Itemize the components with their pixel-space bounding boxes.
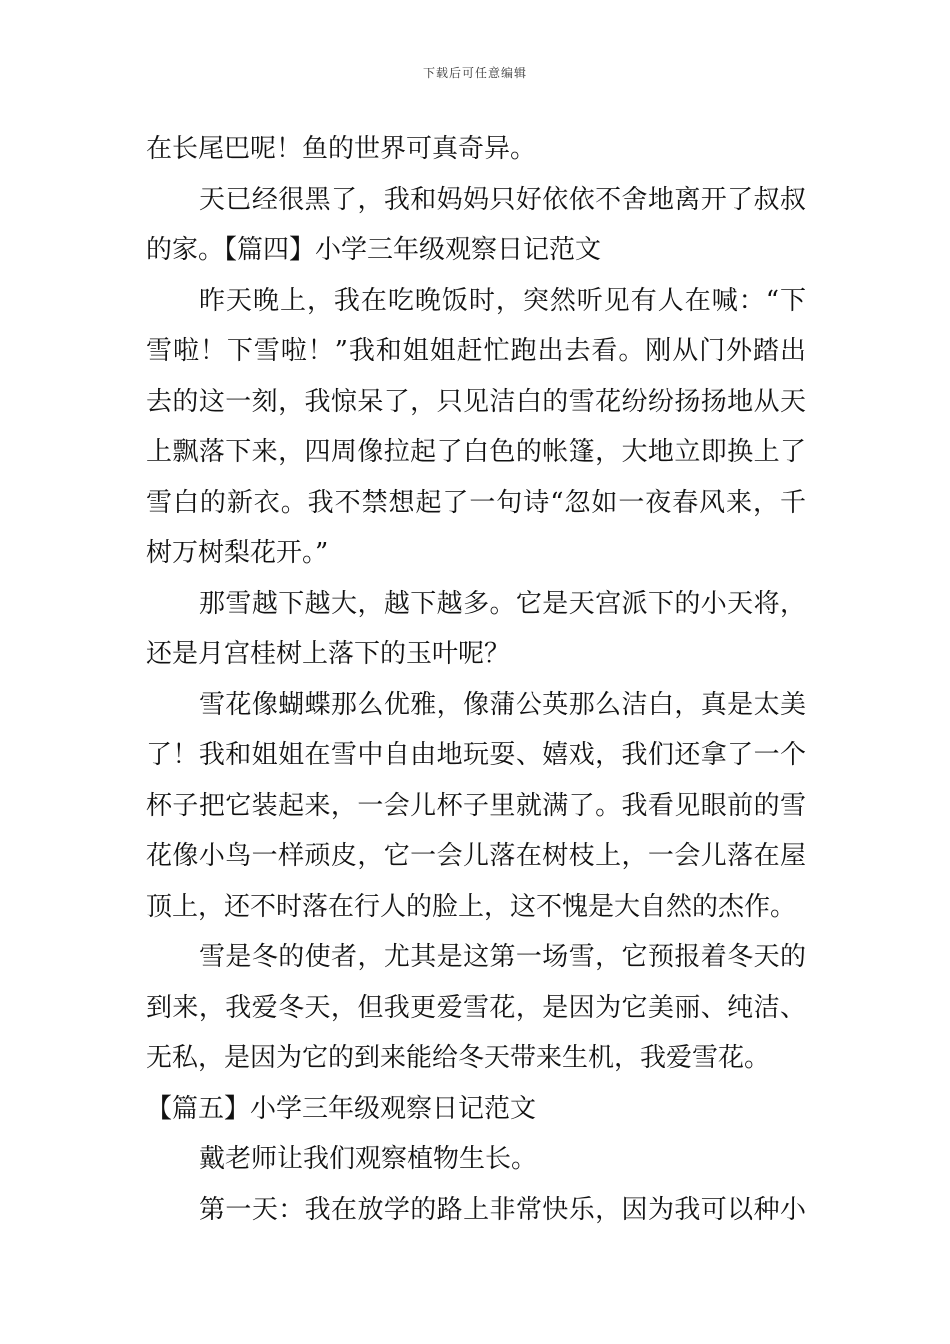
text-line: 在长尾巴呢！鱼的世界可真奇异。 xyxy=(146,134,537,164)
text-line: 了！我和姐姐在雪中自由地玩耍、嬉戏，我们还拿了一个 xyxy=(146,740,806,770)
text-line: 杯子把它装起来，一会儿杯子里就满了。我看见眼前的雪 xyxy=(146,790,806,821)
text-line: 雪啦！下雪啦！”我和姐姐赶忙跑出去看。刚从门外踏出 xyxy=(146,336,806,366)
text-line: 树万树梨花开。” xyxy=(146,538,329,568)
text-line: 雪花像蝴蝶那么优雅，像蒲公英那么洁白，真是太美 xyxy=(199,689,806,720)
text-line: 顶上，还不时落在行人的脸上，这不愧是大自然的杰作。 xyxy=(146,891,797,922)
text-line: 花像小鸟一样顽皮，它一会儿落在树枝上，一会儿落在屋 xyxy=(146,841,806,871)
text-line: 第一天：我在放学的路上非常快乐，因为我可以种小 xyxy=(199,1194,806,1225)
text-line: 到来，我爱冬天，但我更爱雪花，是因为它美丽、纯洁、 xyxy=(146,992,806,1023)
text-line: 昨天晚上，我在吃晚饭时，突然听见有人在喊：“下 xyxy=(199,285,806,316)
text-line: 雪是冬的使者，尤其是这第一场雪，它预报着冬天的 xyxy=(199,942,806,972)
page-header: 下载后可任意编辑 xyxy=(422,66,527,80)
text-line: 的家。【篇四】小学三年级观察日记范文 xyxy=(146,235,602,265)
text-line: 去的这一刻，我惊呆了，只见洁白的雪花纷纷扬扬地从天 xyxy=(146,386,806,417)
text-line: 戴老师让我们观察植物生长。 xyxy=(199,1144,538,1174)
text-line: 天已经很黑了，我和妈妈只好依依不舍地离开了叔叔 xyxy=(199,184,806,215)
document-body xyxy=(146,124,806,1235)
text-line: 还是月宫桂树上落下的玉叶呢？ xyxy=(146,639,511,669)
text-line: 无私，是因为它的到来能给冬天带来生机，我爱雪花。 xyxy=(146,1043,771,1073)
text-line: 【篇五】小学三年级观察日记范文 xyxy=(146,1093,537,1124)
text-line: 那雪越下越大，越下越多。它是天宫派下的小天将， xyxy=(199,588,806,619)
text-line: 上飘落下来，四周像拉起了白色的帐篷，大地立即换上了 xyxy=(146,437,806,467)
text-line: 雪白的新衣。我不禁想起了一句诗“忽如一夜春风来，千 xyxy=(146,487,806,518)
